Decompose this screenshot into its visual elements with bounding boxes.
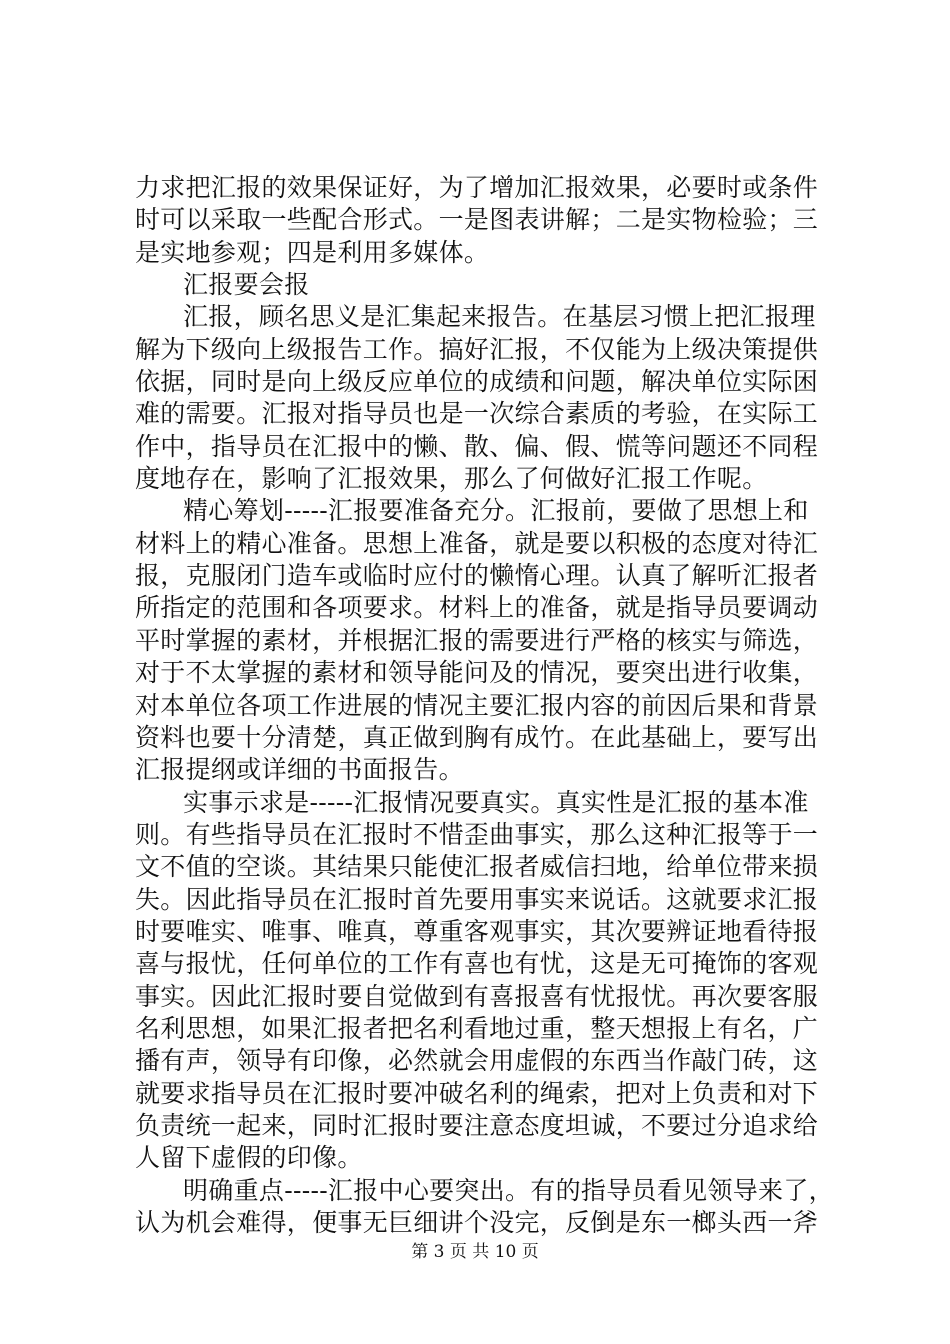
- paragraph-first-line: 精心筹划-----汇报要准备充分。汇报前，要做了思想上和: [183, 496, 809, 526]
- text-line: 难的需要。汇报对指导员也是一次综合素质的考验，在实际工: [135, 399, 819, 429]
- text-line: 力求把汇报的效果保证好，为了增加汇报效果，必要时或条件: [135, 173, 819, 202]
- text-line: 认为机会难得，便事无巨细讲个没完，反倒是东一榔头西一斧: [135, 1208, 819, 1237]
- text-line: 报，克服闭门造车或临时应付的懒惰心理。认真了解听汇报者: [135, 561, 819, 591]
- text-line: 是实地参观；四是利用多媒体。: [135, 237, 490, 267]
- text-line: 就要求指导员在汇报时要冲破名利的绳索，把对上负责和对下: [135, 1078, 819, 1108]
- text-line: 文不值的空谈。其结果只能使汇报者威信扫地，给单位带来损: [135, 852, 819, 882]
- text-line: 对本单位各项工作进展的情况主要汇报内容的前因后果和背景: [135, 690, 819, 720]
- text-line: 负责统一起来，同时汇报时要注意态度坦诚，不要过分追求给: [135, 1110, 819, 1140]
- text-line: 汇报提纲或详细的书面报告。: [135, 755, 464, 785]
- text-line: 事实。因此汇报时要自觉做到有喜报喜有忧报忧。再次要客服: [135, 981, 819, 1011]
- paragraph-first-line: 汇报，顾名思义是汇集起来报告。在基层习惯上把汇报理: [183, 302, 816, 332]
- document-body: [135, 172, 835, 1239]
- text-line: 对于不太掌握的素材和领导能问及的情况，要突出进行收集，: [135, 658, 819, 688]
- text-line: 人留下虚假的印像。: [135, 1143, 363, 1173]
- paragraph-first-line: 明确重点-----汇报中心要突出。有的指导员看见领导来了，: [183, 1175, 834, 1205]
- text-line: 依据，同时是向上级反应单位的成绩和问题，解决单位实际困: [135, 367, 819, 397]
- text-line: 名利思想，如果汇报者把名利看地过重，整天想报上有名，广: [135, 1013, 819, 1043]
- text-line: 资料也要十分清楚，真正做到胸有成竹。在此基础上，要写出: [135, 722, 819, 752]
- paragraph-first-line: 汇报要会报: [183, 270, 310, 300]
- text-line: 作中，指导员在汇报中的懒、散、偏、假、慌等问题还不同程: [135, 431, 819, 461]
- page-footer: 第 3 页 共 10 页: [411, 1242, 539, 1262]
- text-line: 播有声，领导有印像，必然就会用虚假的东西当作敲门砖，这: [135, 1046, 819, 1076]
- text-line: 时可以采取一些配合形式。一是图表讲解；二是实物检验；三: [135, 205, 819, 235]
- text-line: 则。有些指导员在汇报时不惜歪曲事实，那么这种汇报等于一: [135, 819, 819, 849]
- text-line: 解为下级向上级报告工作。搞好汇报，不仅能为上级决策提供: [135, 334, 819, 364]
- text-line: 材料上的精心准备。思想上准备，就是要以积极的态度对待汇: [135, 528, 819, 558]
- text-line: 喜与报忧，任何单位的工作有喜也有忧，这是无可掩饰的客观: [135, 949, 819, 979]
- text-line: 时要唯实、唯事、唯真，尊重客观事实，其次要辨证地看待报: [135, 916, 819, 946]
- text-line: 度地存在，影响了汇报效果，那么了何做好汇报工作呢。: [135, 464, 768, 494]
- text-line: 所指定的范围和各项要求。材料上的准备，就是指导员要调动: [135, 593, 819, 623]
- text-line: 失。因此指导员在汇报时首先要用事实来说话。这就要求汇报: [135, 884, 819, 914]
- paragraph-first-line: 实事示求是-----汇报情况要真实。真实性是汇报的基本准: [183, 787, 809, 817]
- text-line: 平时掌握的素材，并根据汇报的需要进行严格的核实与筛选，: [135, 625, 819, 655]
